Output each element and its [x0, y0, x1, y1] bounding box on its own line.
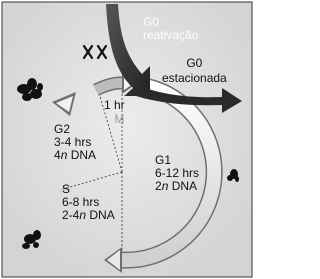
g2-phase-duration: 3-4 hrs — [54, 135, 92, 149]
s-phase-name: S — [62, 182, 71, 196]
g0-quiescent-line1: G0 — [186, 56, 203, 70]
m-phase-duration: 1 hr — [104, 98, 125, 112]
g1-phase-duration: 6-12 hrs — [155, 166, 200, 180]
g0-reactivation-line1: G0 — [143, 15, 160, 29]
g0-quiescent-line2: estacionada — [162, 71, 227, 85]
g0-quiescent-label — [162, 57, 227, 85]
g1-phase-dna: 2n DNA — [155, 179, 198, 193]
m-phase-name: M — [114, 112, 125, 126]
s-phase-duration: 6-8 hrs — [62, 195, 100, 209]
s-phase-dna: 2-4n DNA — [62, 208, 115, 222]
g2-phase-dna: 4n DNA — [54, 148, 97, 162]
s-phase-label — [62, 183, 115, 222]
g2-phase-name: G2 — [54, 122, 71, 136]
g0-reactivation-label — [143, 16, 198, 42]
m-phase-label — [104, 99, 125, 126]
g1-phase-name: G1 — [155, 153, 172, 167]
g0-reactivation-line2: reativação — [143, 28, 199, 42]
g1-phase-label — [155, 154, 199, 193]
g2-phase-label — [54, 123, 96, 162]
